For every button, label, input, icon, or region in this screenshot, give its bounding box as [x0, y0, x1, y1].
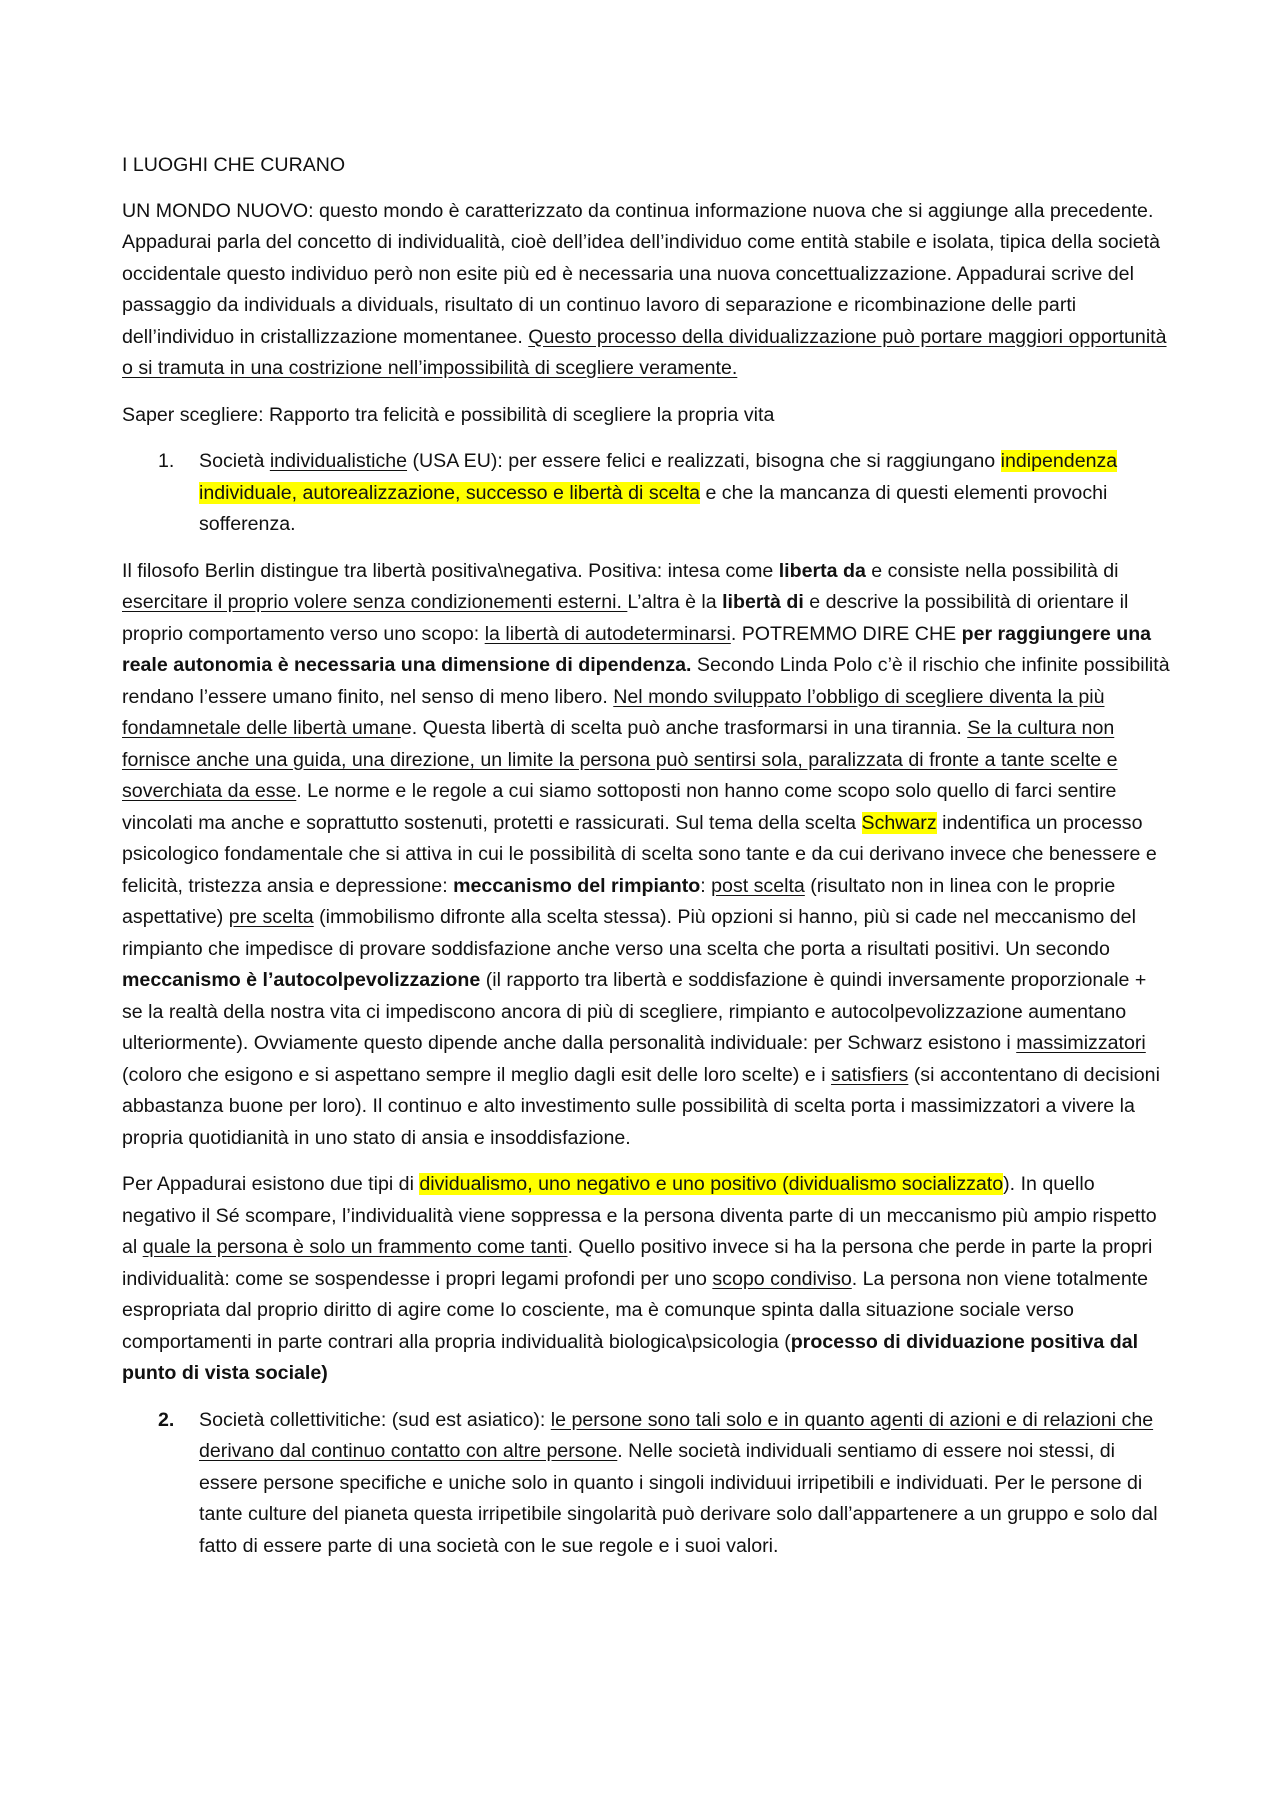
underlined-text: post scelta — [711, 874, 805, 897]
list-item — [122, 446, 1172, 541]
bold-text: libertà di — [722, 591, 804, 613]
document-title: I LUOGHI CHE CURANO — [122, 154, 346, 176]
underlined-text: satisfiers — [831, 1063, 909, 1086]
text-run: Società — [199, 450, 270, 472]
text-run: . POTREMMO DIRE CHE — [730, 622, 962, 645]
paragraph-saper-scegliere: Saper scegliere: Rapporto tra felicità e possibilità di scegliere la propria vita — [122, 403, 775, 426]
text-run: Per Appadurai esistono due tipi di — [122, 1173, 420, 1195]
text-run: Il filosofo Berlin distingue tra libertà positiva\negativa. Positiva: intesa come — [122, 559, 779, 582]
text-run: . Quello positivo invece si ha la persona che perde in parte la propri individualità: come se sospendesse i propri legami profondi per uno — [122, 1236, 1153, 1290]
list-number: 1. — [158, 450, 175, 472]
bold-text: liberta da — [778, 559, 866, 582]
text-run: e. Questa libertà di scelta può anche trasformarsi in una tirannia. — [400, 717, 968, 739]
text-run: e descrive la possibilità di orientare il proprio comportamento verso uno scopo: — [122, 591, 1129, 645]
text-run: Secondo Linda Polo c’è il rischio che infinite possibilità rendano l’essere umano finito, nel senso di meno libero. — [122, 654, 1170, 708]
list-item — [122, 1405, 1172, 1563]
text-run: UN MONDO NUOVO: questo mondo è caratterizzato da continua informazione nuova che si aggiunge alla precedente. Appadurai parla del concetto di individualità, cioè dell’idea dell’individuo come entità stabile e isolata, tipica della società occidentale questo individuo però non esite più ed è necessaria una nuova concettualizzazione. Appadurai scrive del passaggio da individuals a dividuals, risultato di un continuo lavoro di separazione e ricombinazione delle parti dell’individuo in cristallizzazione momentanee. — [122, 199, 1161, 348]
underlined-text: individualistiche — [269, 450, 408, 472]
text-run: (immobilismo difronte alla scelta stessa). Più opzioni si hanno, più si cade nel meccanismo del rimpianto che impedisce di provare soddisfazione anche verso una scelta che porta a risultati positivi. Un secondo — [122, 906, 1136, 960]
paragraph-berlin-liberta — [122, 556, 1172, 1155]
text-run: . Nelle società individuali sentiamo di essere noi stessi, di essere persone specifiche e uniche solo in quanto i singoli individuui irripetibili e individuati. Per le persone di tante culture del pianeta questa irripetibile singolarità può derivare solo dall’appartenere a un gruppo e solo dal fatto di essere parte di una società con le sue regole e i suoi valori. — [199, 1440, 1158, 1557]
underlined-text: pre scelta — [228, 906, 314, 928]
underlined-text: la libertà di autodeterminarsi — [484, 622, 731, 645]
underlined-text: esercitare il proprio volere senza condizionementi esterni. — [122, 591, 628, 613]
bold-text: processo di dividuazione positiva dal punto di vista sociale) — [122, 1330, 1139, 1384]
highlighted-text: Schwarz — [861, 811, 937, 834]
text-run: e che la mancanza di questi elementi provochi sofferenza. — [199, 481, 1108, 535]
text-run: (si accontentano di decisioni abbastanza buone per loro). Il continuo e alto investimento sulle possibilità di scelta porta i massimizzatori a vivere la propria quotidianità in uno stato di ansia e insoddisfazione. — [122, 1063, 1160, 1149]
text-run: indentifica un processo psicologico fondamentale che si attiva in cui le possibilità di scelta sono tante e da cui derivano invece che benessere e felicità, tristezza ansia e depressione: — [122, 811, 1157, 897]
underlined-text: massimizzatori — [1016, 1032, 1146, 1054]
bold-text: per raggiungere una reale autonomia è necessaria una dimensione di dipendenza. — [122, 622, 1152, 676]
text-run: e consiste nella possibilità di — [865, 559, 1119, 582]
document-page — [122, 150, 1172, 1577]
underlined-text: le persone sono tali solo e in quanto agenti di azioni e di relazioni che derivano dal continuo contatto con altre persone — [199, 1408, 1154, 1462]
text-run: (coloro che esigono e si aspettano sempre il meglio dagli esit delle loro scelte) e i — [122, 1063, 832, 1086]
bold-text: meccanismo è l’autocolpevolizzazione — [122, 969, 481, 991]
list-societa-individualistiche — [122, 446, 1172, 541]
list-number: 2. — [158, 1408, 175, 1431]
text-run: (il rapporto tra libertà e soddisfazione è quindi inversamente proporzionale + se la realtà della nostra vita ci impediscono ancora di più di scegliere, rimpianto e autocolpevolizzazione aumentano ulteriormente). Ovviamente questo dipende anche dalla personalità individuale: per Schwarz esistono i — [122, 969, 1147, 1054]
text-run: . La persona non viene totalmente espropriata dal proprio diritto di agire come Io cosciente, ma è comunque spinta dalla situazione sociale verso comportamenti in parte contrari alla propria individualità biologica\psicologia ( — [122, 1267, 1149, 1353]
text-run: (risultato non in linea con le proprie aspettative) — [122, 874, 1116, 928]
highlighted-text: dividualismo, uno negativo e uno positivo (dividualismo socializzato — [419, 1173, 1004, 1195]
underlined-text: scopo condiviso — [712, 1267, 852, 1290]
paragraph-dividualismo — [122, 1169, 1172, 1390]
text-run: L’altra è la — [627, 591, 723, 613]
list-societa-collettivistiche — [122, 1405, 1172, 1563]
text-run: : — [700, 874, 712, 897]
text-run: ). In quello negativo il Sé scompare, l’individualità viene soppressa e la persona diventa parte di un meccanismo più ampio rispetto al — [122, 1173, 1157, 1258]
text-run: . Le norme e le regole a cui siamo sottoposti non hanno come scopo solo quello di farci sentire vincolati ma anche e soprattutto sostenuti, protetti e rassicurati. Sul tema della scelta — [122, 780, 1117, 834]
text-run: Società collettivitiche: (sud est asiatico): — [199, 1408, 551, 1431]
list-item-text — [199, 1405, 1172, 1563]
bold-text: meccanismo del rimpianto — [453, 874, 701, 897]
underlined-text: Se la cultura non fornisce anche una guida, una direzione, un limite la persona può sentirsi sola, paralizzata di fronte a tante scelte e soverchiata da esse — [122, 717, 1118, 802]
underlined-text: quale la persona è solo un frammento come tanti — [142, 1236, 568, 1258]
underlined-text: Questo processo della dividualizzazione può portare maggiori opportunità o si tramuta in una costrizione nell’impossibilità di scegliere veramente. — [122, 325, 1167, 379]
highlighted-text: indipendenza individuale, autorealizzazione, successo e libertà di scelta — [199, 450, 1118, 504]
paragraph-mondo-nuovo — [122, 196, 1172, 385]
underlined-text: Nel mondo sviluppato l’obbligo di scegliere diventa la più fondamnetale delle libertà uman — [122, 685, 1105, 739]
text-run: (USA EU): per essere felici e realizzati, bisogna che si raggiungano — [407, 450, 1001, 472]
list-item-text — [199, 446, 1172, 541]
